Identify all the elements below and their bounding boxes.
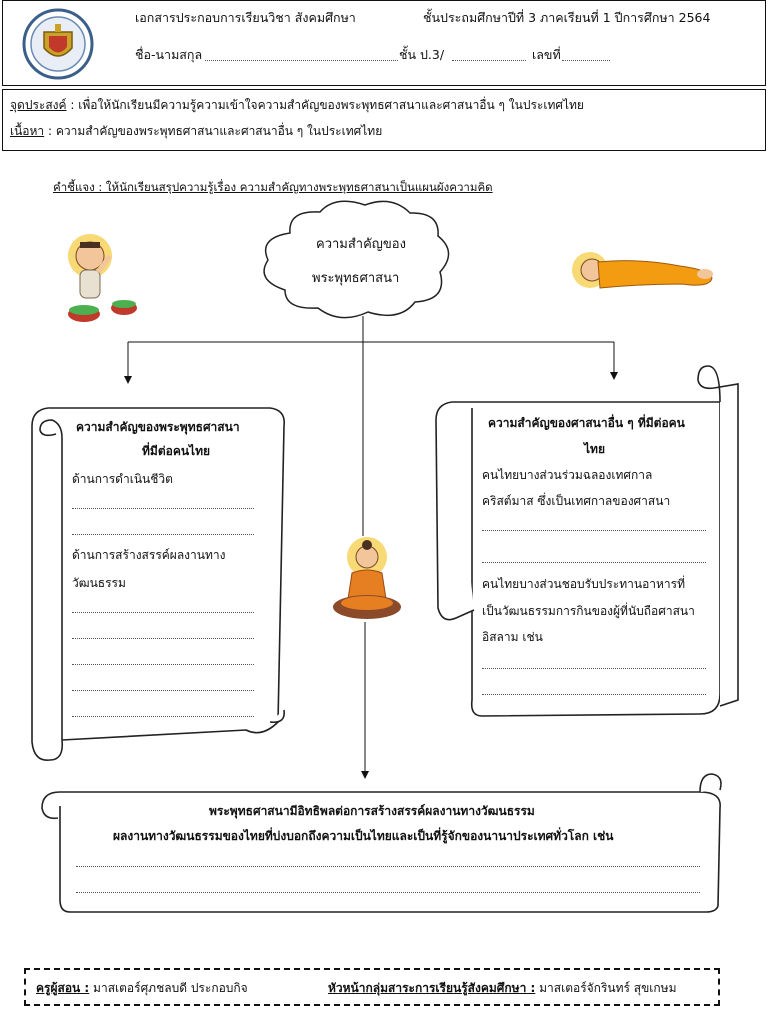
left-answer-line-1[interactable] xyxy=(72,508,254,509)
left-scroll-item2-2: วัฒนธรรม xyxy=(72,576,126,590)
left-answer-line-6[interactable] xyxy=(72,690,254,691)
right-scroll-title-2: ไทย xyxy=(584,442,605,456)
right-scroll-item2-1: คนไทยบางส่วนชอบรับประทานอาหารที่ xyxy=(482,577,686,591)
objective-text: : เพื่อให้นักเรียนมีความรู้ความเข้าใจความสำคัญของพระพุทธศาสนาและศาสนาอื่น ๆ ในประเทศไทย xyxy=(70,98,584,112)
cloud-shape xyxy=(264,201,448,317)
teacher-name: มาสเตอร์ศุภชลบดี ประกอบกิจ xyxy=(93,981,248,995)
right-answer-line-4[interactable] xyxy=(482,694,706,695)
cloud-line1: ความสำคัญของ xyxy=(316,237,406,252)
right-scroll-item1-2: คริสต์มาส ซึ่งเป็นเทศกาลของศาสนา xyxy=(482,494,671,508)
left-answer-line-3[interactable] xyxy=(72,612,254,613)
left-answer-line-2[interactable] xyxy=(72,534,254,535)
instruction: คำชี้แจง : ให้นักเรียนสรุปความรู้เรื่อง ความสำคัญทางพระพุทธศาสนาเป็นแผนผังความคิด xyxy=(53,180,493,194)
right-answer-line-2[interactable] xyxy=(482,562,706,563)
left-answer-line-7[interactable] xyxy=(72,716,254,717)
left-answer-line-4[interactable] xyxy=(72,638,254,639)
meditating-buddha-icon xyxy=(330,535,404,623)
right-scroll-item2-2: เป็นวัฒนธรรมการกินของผู้ที่นับถือศาสนา xyxy=(482,604,695,618)
class-label: ชั้น ป.3/ xyxy=(399,47,445,62)
number-label: เลขที่ xyxy=(532,47,561,62)
left-scroll-title-1: ความสำคัญของพระพุทธศาสนา xyxy=(76,420,240,434)
footer-head xyxy=(328,981,676,995)
left-scroll-item2-1: ด้านการสร้างสรรค์ผลงานทาง xyxy=(72,548,226,562)
baby-buddha-icon xyxy=(62,230,142,330)
left-answer-line-5[interactable] xyxy=(72,664,254,665)
right-answer-line-3[interactable] xyxy=(482,668,706,669)
cloud-line2: พระพุทธศาสนา xyxy=(312,271,400,286)
right-scroll-item2-3: อิสลาม เช่น xyxy=(482,630,543,644)
teacher-label: ครูผู้สอน : xyxy=(36,981,90,995)
doc-title: เอกสารประกอบการเรียนวิชา สังคมศึกษา xyxy=(135,10,356,25)
bottom-scroll-line2: ผลงานทางวัฒนธรรมของไทยที่บ่งบอกถึงความเป็นไทยและเป็นที่รู้จักของนานาประเทศทั่วโลก เช่น xyxy=(113,829,614,843)
content-text: : ความสำคัญของพระพุทธศาสนาและศาสนาอื่น ๆ ในประเทศไทย xyxy=(48,124,383,138)
content-label: เนื้อหา xyxy=(10,124,45,138)
right-scroll-item1-1: คนไทยบางส่วนร่วมฉลองเทศกาล xyxy=(482,468,653,482)
left-scroll-title-2: ที่มีต่อคนไทย xyxy=(142,444,211,458)
right-scroll-title-1: ความสำคัญของศาสนาอื่น ๆ ที่มีต่อคน xyxy=(488,416,685,430)
right-answer-line-1[interactable] xyxy=(482,530,706,531)
grade-term: ชั้นประถมศึกษาปีที่ 3 ภาคเรียนที่ 1 ปีการศึกษา 2564 xyxy=(423,10,711,25)
head-label: หัวหน้ากลุ่มสาระการเรียนรู้สังคมศึกษา : xyxy=(328,981,536,995)
bottom-answer-line-1[interactable] xyxy=(76,866,700,867)
footer-teacher xyxy=(36,981,248,995)
bottom-answer-line-2[interactable] xyxy=(76,892,700,893)
left-scroll-shape xyxy=(32,408,284,760)
bottom-scroll-line1: พระพุทธศาสนามีอิทธิพลต่อการสร้างสรรค์ผลงานทางวัฒนธรรม xyxy=(209,804,535,818)
objective-label: จุดประสงค์ xyxy=(10,98,67,112)
head-name: มาสเตอร์จักรินทร์ สุขเกษม xyxy=(539,981,677,995)
reclining-buddha-icon xyxy=(570,244,720,304)
name-label: ชื่อ-นามสกุล xyxy=(135,47,203,62)
left-scroll-item1: ด้านการดำเนินชีวิต xyxy=(72,472,173,486)
